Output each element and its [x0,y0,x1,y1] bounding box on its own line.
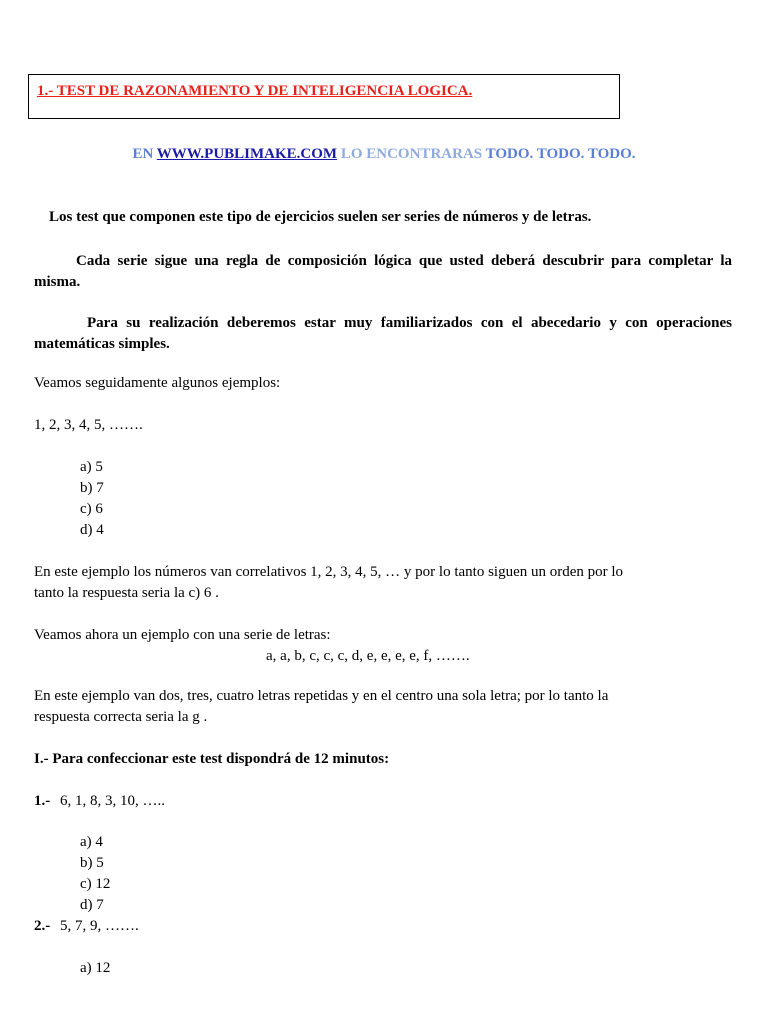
example-option-a: a) 5 [80,459,103,475]
question-1-number: 1.- [34,793,51,809]
example-explanation-2-line-2: respuesta correcta seria la g . [34,709,208,725]
question-1-option-c: c) 12 [80,876,111,892]
example-series-letters: a, a, b, c, c, c, d, e, e, e, e, f, ……. [266,648,470,664]
section-heading: I.- Para confeccionar este test dispondrá de 12 minutos: [34,751,390,767]
question-2 [34,918,139,935]
question-1-text: 6, 1, 8, 3, 10, ….. [60,793,165,809]
promo-line [0,146,768,163]
examples-heading-2: Veamos ahora un ejemplo con una serie de letras: [34,627,331,643]
intro-paragraph-1: Los test que componen este tipo de ejercicios suelen ser series de números y de letras. [49,209,592,225]
question-1-option-a: a) 4 [80,834,103,850]
promo-middle: LO ENCONTRARAS [340,146,483,162]
promo-link[interactable]: WWW.PUBLIMAKE.COM [156,146,338,162]
example-option-d: d) 4 [80,522,104,538]
example-option-c: c) 6 [80,501,103,517]
intro-paragraph-2: Cada serie sigue una regla de composición lógica que usted deberá descubrir para completar la misma. [34,253,732,290]
question-1 [34,793,165,810]
example-explanation-2-line-1: En este ejemplo van dos, tres, cuatro letras repetidas y en el centro una sola letra; por lo tanto la [34,688,609,704]
example-option-b: b) 7 [80,480,104,496]
example-explanation-1-line-1: En este ejemplo los números van correlativos 1, 2, 3, 4, 5, … y por lo tanto siguen un orden por lo [34,564,624,580]
question-1-option-b: b) 5 [80,855,104,871]
promo-suffix: TODO. TODO. TODO. [485,146,636,162]
examples-heading: Veamos seguidamente algunos ejemplos: [34,375,281,391]
intro-paragraph-3: Para su realización deberemos estar muy familiarizados con el abecedario y con operaciones matemáticas simples. [34,315,732,352]
question-2-number: 2.- [34,918,51,934]
title-box [28,74,620,119]
example-explanation-1-line-2: tanto la respuesta seria la c) 6 . [34,585,219,601]
question-1-option-d: d) 7 [80,897,104,913]
question-2-text: 5, 7, 9, ……. [60,918,139,934]
promo-prefix: EN [132,146,154,162]
document-title: 1.- TEST DE RAZONAMIENTO Y DE INTELIGENCIA LOGICA. [37,83,473,99]
example-series-numbers: 1, 2, 3, 4, 5, ……. [34,417,143,433]
question-2-option-a: a) 12 [80,960,111,976]
